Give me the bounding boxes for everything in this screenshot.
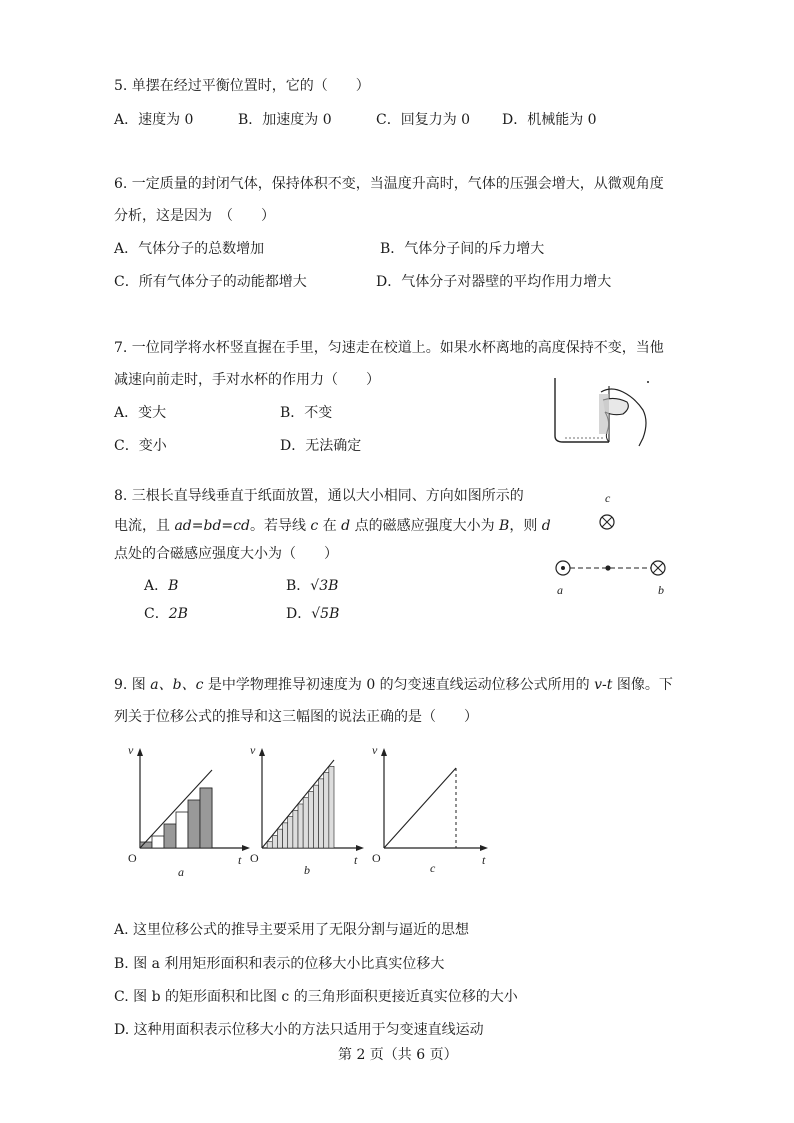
- page-footer: 第 2 页（共 6 页）: [338, 1047, 458, 1063]
- wire-b-label: b: [658, 583, 664, 597]
- wire-a-out-of-page-icon: [556, 561, 570, 575]
- q8-option-a: [144, 577, 178, 595]
- graph-b-rect: [298, 804, 303, 848]
- q9-option-c: C. 图 b 的矩形面积和比图 c 的三角形面积更接近真实位移的大小: [114, 989, 518, 1005]
- q5-option-a: A．速度为 0: [114, 112, 194, 128]
- graph-b-rect: [293, 810, 298, 848]
- q9-stem-line1: [114, 676, 673, 694]
- q8-text-1: 电流，且: [114, 518, 175, 534]
- q8-option-d: [286, 605, 339, 623]
- q8-option-b-letter: B．: [286, 578, 311, 594]
- q9-text-3: 图像。下: [612, 677, 673, 693]
- graph-c-v: v: [372, 743, 378, 757]
- graph-a-v: v: [128, 743, 134, 757]
- graph-c-origin: O: [372, 851, 381, 865]
- q9-letters: a、b、c: [150, 677, 204, 693]
- q8-stem-line2: [114, 517, 551, 535]
- graph-b-t: t: [354, 853, 358, 867]
- graph-b-rect: [272, 835, 277, 848]
- graph-b-rect: [329, 766, 334, 848]
- q9-vt: v-t: [594, 677, 613, 693]
- q6-option-c: C．所有气体分子的动能都增大: [114, 274, 307, 290]
- wire-c-into-page-icon: [600, 515, 614, 529]
- q7-option-d: D．无法确定: [280, 438, 362, 454]
- q5-option-b: B．加速度为 0: [238, 112, 332, 128]
- graph-b-rect: [324, 773, 329, 848]
- q9-option-d: D. 这种用面积表示位移大小的方法只适用于匀变速直线运动: [114, 1022, 484, 1038]
- q5-option-c: C．回复力为 0: [376, 112, 471, 128]
- q8-text-3: 在: [318, 518, 342, 534]
- graph-c-caption: c: [430, 861, 436, 875]
- q8-text-2: 。若导线: [249, 518, 311, 534]
- wire-a-label: a: [557, 583, 563, 597]
- q8-point-d-2: d: [541, 518, 551, 534]
- q8-option-d-letter: D．: [286, 606, 312, 622]
- q8-option-c-letter: C．: [144, 606, 169, 622]
- vt-graph-b: [248, 742, 378, 882]
- graph-b-v: v: [250, 743, 256, 757]
- q8-option-d-value: √5B: [311, 606, 340, 622]
- q7-option-c: C．变小: [114, 438, 167, 454]
- q7-option-a: A．变大: [114, 405, 167, 421]
- graph-b-rect: [283, 823, 288, 848]
- graph-b-rect: [288, 817, 293, 848]
- graph-b-rect: [308, 791, 313, 848]
- q6-option-b: B．气体分子间的斥力增大: [380, 241, 545, 257]
- q8-stem-line3: 点处的合磁感应强度大小为（ ）: [114, 546, 338, 562]
- graph-c-t: t: [482, 853, 486, 867]
- q8-option-c: [144, 605, 188, 623]
- vt-graph-c: [370, 742, 500, 882]
- q8-text-4: 点的磁感应强度大小为: [350, 518, 500, 534]
- wire-c-label: c: [605, 491, 611, 505]
- graph-b-rectangles: [267, 766, 334, 848]
- graph-b-caption: b: [304, 863, 310, 877]
- graph-b-rect: [319, 779, 324, 848]
- q8-option-b: [286, 577, 338, 595]
- graph-b-origin: O: [250, 851, 259, 865]
- q9-option-a: A. 这里位移公式的推导主要采用了无限分割与逼近的思想: [114, 922, 470, 938]
- q5-stem: 5. 单摆在经过平衡位置时，它的（ ）: [114, 78, 370, 94]
- graph-b-rect: [313, 785, 318, 848]
- q9-option-b: B. 图 a 利用矩形面积和表示的位移大小比真实位移大: [114, 956, 445, 972]
- q9-text-1: 9. 图: [114, 677, 151, 693]
- q8-point-d: d: [341, 518, 351, 534]
- wire-b-into-page-icon: [651, 561, 665, 575]
- q6-option-d: D．气体分子对器壁的平均作用力增大: [376, 274, 612, 290]
- q9-text-2: 是中学物理推导初速度为 0 的匀变速直线运动位移公式所用的: [203, 677, 595, 693]
- point-d-dot: [605, 565, 610, 570]
- q6-stem-line2: 分析，这是因为 （ ）: [114, 208, 275, 224]
- graph-a-t: t: [238, 853, 242, 867]
- graph-a-origin: O: [128, 851, 137, 865]
- q5-option-d: D．机械能为 0: [502, 112, 597, 128]
- graph-a-caption: a: [178, 865, 184, 879]
- q7-stem-line2: 减速向前走时，手对水杯的作用力（ ）: [114, 372, 380, 388]
- q8-equation: ad=bd=cd: [174, 518, 250, 534]
- q9-stem-line2: 列关于位移公式的推导和这三幅图的说法正确的是（ ）: [114, 709, 478, 725]
- q7-stem-line1: 7. 一位同学将水杯竖直握在手里，匀速走在校道上。如果水杯离地的高度保持不变，当他: [114, 340, 664, 356]
- cup-hand-figure: [545, 372, 655, 454]
- wires-figure: [545, 488, 675, 600]
- graph-b-rect: [277, 829, 282, 848]
- q8-option-c-value: 2B: [168, 606, 188, 622]
- q8-wire-c: c: [310, 518, 319, 534]
- q8-option-a-value: B: [168, 578, 179, 594]
- q8-option-b-value: √3B: [310, 578, 339, 594]
- q8-field-b: B: [499, 518, 510, 534]
- q8-option-a-letter: A．: [144, 578, 169, 594]
- q6-option-a: A．气体分子的总数增加: [114, 241, 265, 257]
- q8-stem-line1: 8. 三根长直导线垂直于纸面放置，通以大小相同、方向如图所示的: [114, 488, 524, 504]
- vt-graph-a: [126, 742, 256, 882]
- graph-b-rect: [267, 842, 272, 848]
- q6-stem-line1: 6. 一定质量的封闭气体，保持体积不变，当温度升高时，气体的压强会增大，从微观角度: [114, 176, 664, 192]
- graph-b-rect: [303, 798, 308, 848]
- q7-option-b: B．不变: [280, 405, 333, 421]
- q8-text-5: ，则: [509, 518, 542, 534]
